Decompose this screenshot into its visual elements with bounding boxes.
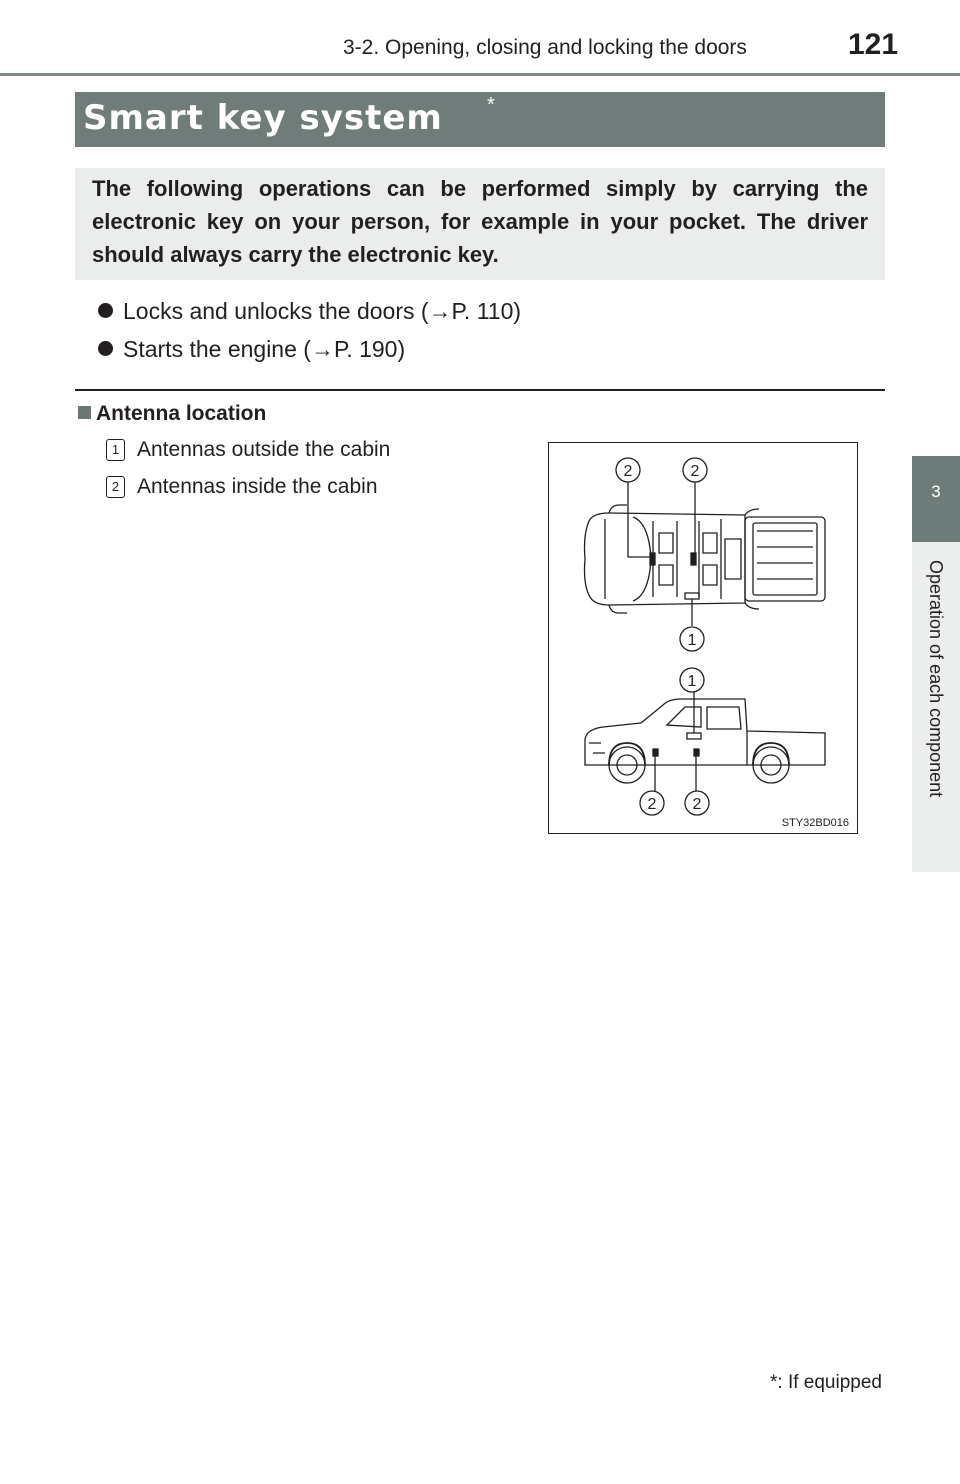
bullet-text: Starts the engine (→P. 190) xyxy=(123,336,406,362)
chapter-tab[interactable] xyxy=(912,456,960,542)
bullet-item xyxy=(98,298,521,325)
callout-number: 2 xyxy=(647,796,657,813)
legend-number: 2 xyxy=(106,476,125,498)
antenna-figure xyxy=(548,442,858,834)
legend-item xyxy=(106,438,390,462)
intro-box xyxy=(75,168,885,280)
bullet-dot-icon xyxy=(98,341,113,356)
callout-number: 1 xyxy=(687,673,697,690)
header-rule xyxy=(0,73,960,76)
section-rule xyxy=(75,389,885,391)
footnote xyxy=(770,1372,882,1394)
legend-item xyxy=(106,475,378,499)
footnote-text: : If equipped xyxy=(777,1372,882,1393)
intro-text: The following operations can be performed simply by carrying the electronic key on your person, for example in your pocket. The driver should always carry the electronic key. xyxy=(92,176,868,267)
legend-label: Antennas outside the cabin xyxy=(137,438,391,461)
page-header-title: 3-2. Opening, closing and locking the doors xyxy=(343,36,747,59)
callout-number: 1 xyxy=(687,632,697,649)
subsection-heading-text: Antenna location xyxy=(96,402,267,425)
legend-number: 1 xyxy=(106,439,125,461)
bullet-item xyxy=(98,336,405,363)
section-title-bar xyxy=(75,92,885,147)
equipped-mark: * xyxy=(487,94,495,116)
legend-label: Antennas inside the cabin xyxy=(137,475,378,498)
callout-number: 2 xyxy=(692,796,702,813)
callout-number: 2 xyxy=(690,463,700,480)
truck-diagram xyxy=(549,443,856,832)
section-title: Smart key system xyxy=(83,98,443,138)
chapter-label: Operation of each component xyxy=(926,560,946,798)
chapter-tab-number: 3 xyxy=(931,482,941,501)
bullet-dot-icon xyxy=(98,303,113,318)
subsection-heading xyxy=(78,402,266,426)
square-marker-icon xyxy=(78,406,91,419)
truck-side-body-icon xyxy=(585,699,825,765)
footnote-mark: * xyxy=(770,1372,778,1393)
figure-code: STY32BD016 xyxy=(781,817,849,829)
callout-number: 2 xyxy=(623,463,633,480)
bullet-text: Locks and unlocks the doors (→P. 110) xyxy=(123,298,522,324)
page-number: 121 xyxy=(848,28,899,61)
